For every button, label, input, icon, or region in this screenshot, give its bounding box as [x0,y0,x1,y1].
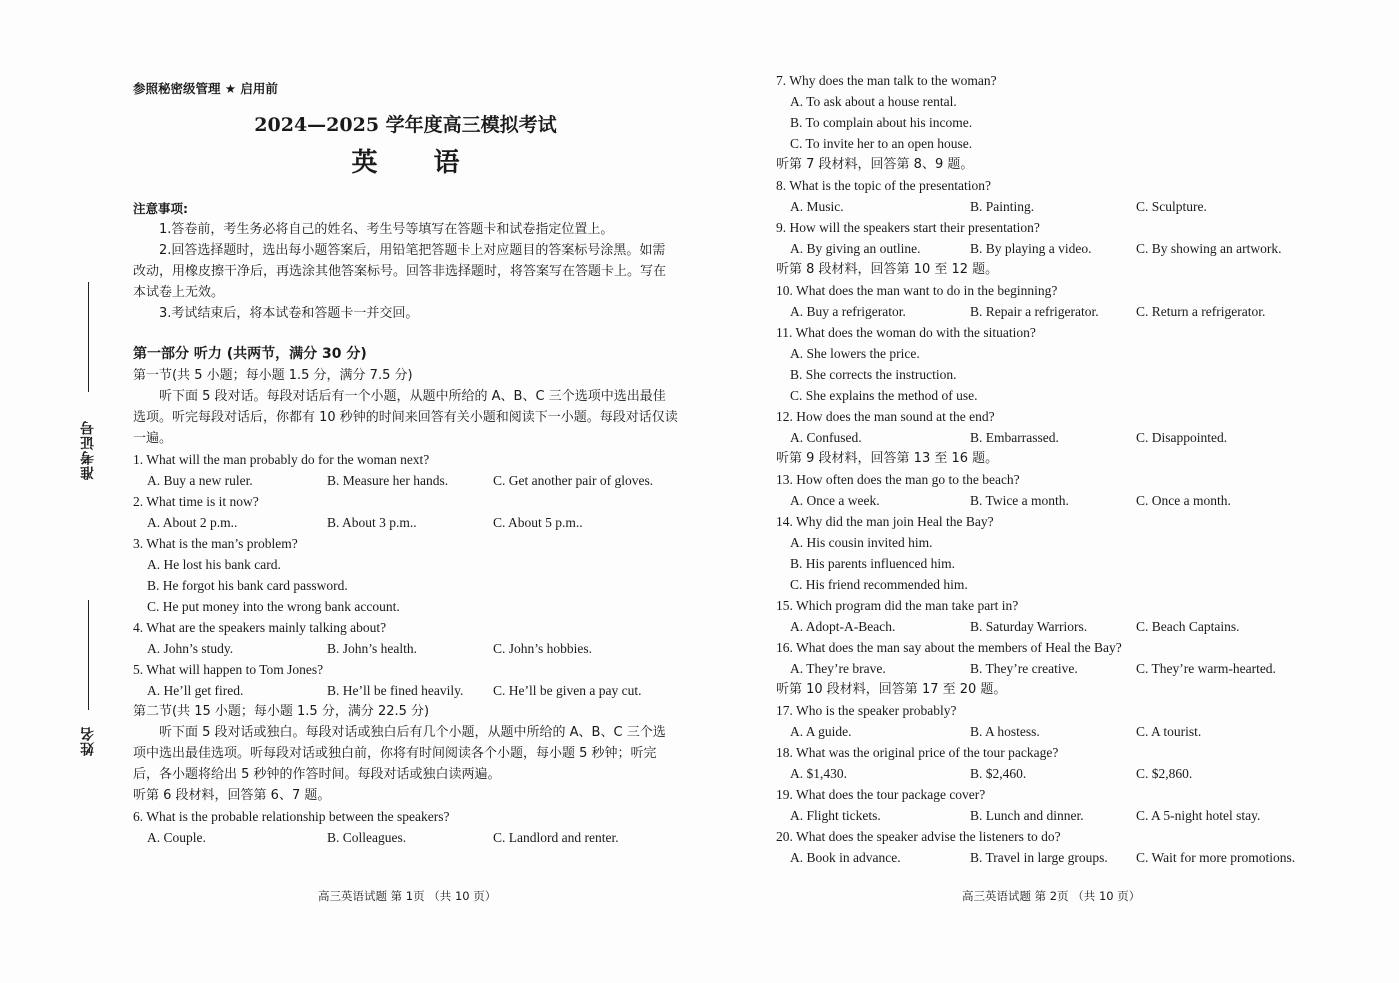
listen-material-6: 听第 6 段材料，回答第 6、7 题。 [133,788,331,803]
question-18-options [776,763,1336,784]
question-17-options [776,721,1336,742]
notice-title: 注意事项: [133,201,188,216]
question-15-options [776,616,1336,637]
option-b: B. A hostess. [970,724,1040,739]
option-a: A. His cousin invited him. [790,535,933,550]
question-9-stem: 9. How will the speakers start their presentation? [776,220,1040,235]
question-8-options [776,196,1336,217]
option-b: B. Colleagues. [327,830,407,845]
question-13-stem: 13. How often does the man go to the beach? [776,472,1020,487]
option-a: A. Adopt-A-Beach. [790,619,896,634]
option-b: B. Repair a refrigerator. [970,304,1099,319]
option-b: B. Saturday Warriors. [970,619,1088,634]
notice-item: 3.考试结束后，将本试卷和答题卡一并交回。 [159,306,419,321]
section-2-instructions: 听下面 5 段对话或独白。每段对话或独白后有几个小题，从题中所给的 A、B、C 三个选项中选出最佳选项。听每段对话或独白前，你将有时间阅读各个小题，每小题 5 秒钟；听完后，各小题将给出 5 秒钟的作答时间。每段对话或独白读两遍。 [133,725,666,782]
page-1-footer: 高三英语试题 第 1页 （共 10 页） [318,889,497,903]
question-11-stem: 11. What does the woman do with the situation? [776,325,1036,340]
question-14-stem: 14. Why did the man join Heal the Bay? [776,514,994,529]
option-a: A. He’ll get fired. [147,683,244,698]
question-1-stem: 1. What will the man probably do for the woman next? [133,452,430,467]
option-c: C. Landlord and renter. [493,830,619,845]
notice-item: 1.答卷前，考生务必将自己的姓名、考生号等填写在答题卡和试卷指定位置上。 [159,222,614,237]
option-a: A. John’s study. [147,641,234,656]
question-4-options [133,638,678,659]
option-c: C. $2,860. [1136,766,1193,781]
option-c: C. He’ll be given a pay cut. [493,683,642,698]
option-b: B. He forgot his bank card password. [147,578,348,593]
listen-material-8: 听第 8 段材料，回答第 10 至 12 题。 [776,262,999,277]
question-6-stem: 6. What is the probable relationship between the speakers? [133,809,450,824]
question-13-options [776,490,1336,511]
question-17-stem: 17. Who is the speaker probably? [776,703,957,718]
option-c: C. By showing an artwork. [1136,241,1282,256]
subject-title: 英语 [351,148,516,178]
option-c: C. They’re warm-hearted. [1136,661,1276,676]
section-1-title: 第一节(共 5 小题；每小题 1.5 分，满分 7.5 分) [133,368,413,383]
notice-list [133,219,678,324]
option-a: A. Book in advance. [790,850,901,865]
option-c: C. A 5-night hotel stay. [1136,808,1261,823]
option-c: C. His friend recommended him. [790,577,968,592]
option-b: B. John’s health. [327,641,417,656]
option-a: A. She lowers the price. [790,346,920,361]
notice-item: 2.回答选择题时，选出每小题答案后，用铅笔把答题卡上对应题目的答案标号涂黑。如需改动，用橡皮擦干净后，再选涂其他答案标号。回答非选择题时，将答案写在答题卡上。写在本试卷上无效。 [133,243,667,300]
option-b: B. They’re creative. [970,661,1078,676]
question-10-options [776,301,1336,322]
option-b: B. His parents influenced him. [790,556,955,571]
option-b: B. Travel in large groups. [970,850,1108,865]
option-a: A. Couple. [147,830,206,845]
question-6-options [133,827,678,848]
option-b: B. Measure her hands. [327,473,449,488]
name-label: 姓名 [80,726,96,756]
exam-title: 2024—2025 学年度高三模拟考试 [254,114,557,136]
option-b: B. He’ll be fined heavily. [327,683,464,698]
question-1-options [133,470,678,491]
option-b: B. Painting. [970,199,1035,214]
option-b: B. Embarrassed. [970,430,1059,445]
listen-material-7: 听第 7 段材料，回答第 8、9 题。 [776,157,974,172]
question-9-options [776,238,1336,259]
page-2 [776,70,1336,868]
question-18-stem: 18. What was the original price of the tour package? [776,745,1059,760]
secret-level-label: 参照秘密级管理 ★ 启用前 [133,81,278,96]
option-a: A. To ask about a house rental. [790,94,957,109]
option-b: B. Lunch and dinner. [970,808,1084,823]
option-b: B. To complain about his income. [790,115,973,130]
option-c: C. Sculpture. [1136,199,1207,214]
option-a: A. $1,430. [790,766,847,781]
listen-material-10: 听第 10 段材料，回答第 17 至 20 题。 [776,682,1007,697]
option-a: A. Music. [790,199,844,214]
option-a: A. Once a week. [790,493,880,508]
listen-material-9: 听第 9 段材料，回答第 13 至 16 题。 [776,451,999,466]
option-c: C. Get another pair of gloves. [493,473,654,488]
section-2-title: 第二节(共 15 小题；每小题 1.5 分，满分 22.5 分) [133,704,430,719]
option-c: C. He put money into the wrong bank account. [147,599,400,614]
option-c: C. A tourist. [1136,724,1202,739]
option-a: A. By giving an outline. [790,241,921,256]
question-10-stem: 10. What does the man want to do in the beginning? [776,283,1058,298]
section-1-instructions: 听下面 5 段对话。每段对话后有一个小题，从题中所给的 A、B、C 三个选项中选出最佳选项。听完每段对话后，你都有 10 秒钟的时间来回答有关小题和阅读下一小题。每段对话仅读一遍。 [133,389,678,446]
question-12-stem: 12. How does the man sound at the end? [776,409,995,424]
option-c: C. Beach Captains. [1136,619,1240,634]
question-20-stem: 20. What does the speaker advise the listeners to do? [776,829,1061,844]
option-c: C. Return a refrigerator. [1136,304,1266,319]
question-5-options [133,680,678,701]
name-line [88,600,89,710]
question-16-options [776,658,1336,679]
question-4-stem: 4. What are the speakers mainly talking about? [133,620,387,635]
option-b: B. About 3 p.m.. [327,515,417,530]
question-7-stem: 7. Why does the man talk to the woman? [776,73,997,88]
question-5-stem: 5. What will happen to Tom Jones? [133,662,324,677]
option-a: A. Buy a refrigerator. [790,304,906,319]
option-a: A. Buy a new ruler. [147,473,253,488]
option-b: B. She corrects the instruction. [790,367,957,382]
question-2-stem: 2. What time is it now? [133,494,259,509]
option-a: A. A guide. [790,724,852,739]
option-a: A. Flight tickets. [790,808,881,823]
option-a: A. About 2 p.m.. [147,515,238,530]
question-12-options [776,427,1336,448]
question-16-stem: 16. What does the man say about the members of Heal the Bay? [776,640,1122,655]
option-c: C. She explains the method of use. [790,388,978,403]
option-b: B. By playing a video. [970,241,1092,256]
admission-number-line [88,282,89,392]
option-c: C. Once a month. [1136,493,1231,508]
question-15-stem: 15. Which program did the man take part in? [776,598,1019,613]
question-3-stem: 3. What is the man’s problem? [133,536,298,551]
option-c: C. About 5 p.m.. [493,515,583,530]
option-c: C. Wait for more promotions. [1136,850,1296,865]
option-a: A. He lost his bank card. [147,557,281,572]
option-c: C. To invite her to an open house. [790,136,973,151]
question-8-stem: 8. What is the topic of the presentation? [776,178,991,193]
option-b: B. Twice a month. [970,493,1069,508]
question-19-options [776,805,1336,826]
page-2-footer: 高三英语试题 第 2页 （共 10 页） [962,889,1141,903]
admission-number-label: 准考证号 [80,420,96,480]
page-1 [133,78,678,848]
question-2-options [133,512,678,533]
option-a: A. Confused. [790,430,862,445]
option-c: C. Disappointed. [1136,430,1228,445]
option-a: A. They’re brave. [790,661,886,676]
question-20-options [776,847,1336,868]
question-19-stem: 19. What does the tour package cover? [776,787,986,802]
part-1-title: 第一部分 听力 (共两节，满分 30 分) [133,346,367,362]
option-b: B. $2,460. [970,766,1027,781]
option-c: C. John’s hobbies. [493,641,593,656]
